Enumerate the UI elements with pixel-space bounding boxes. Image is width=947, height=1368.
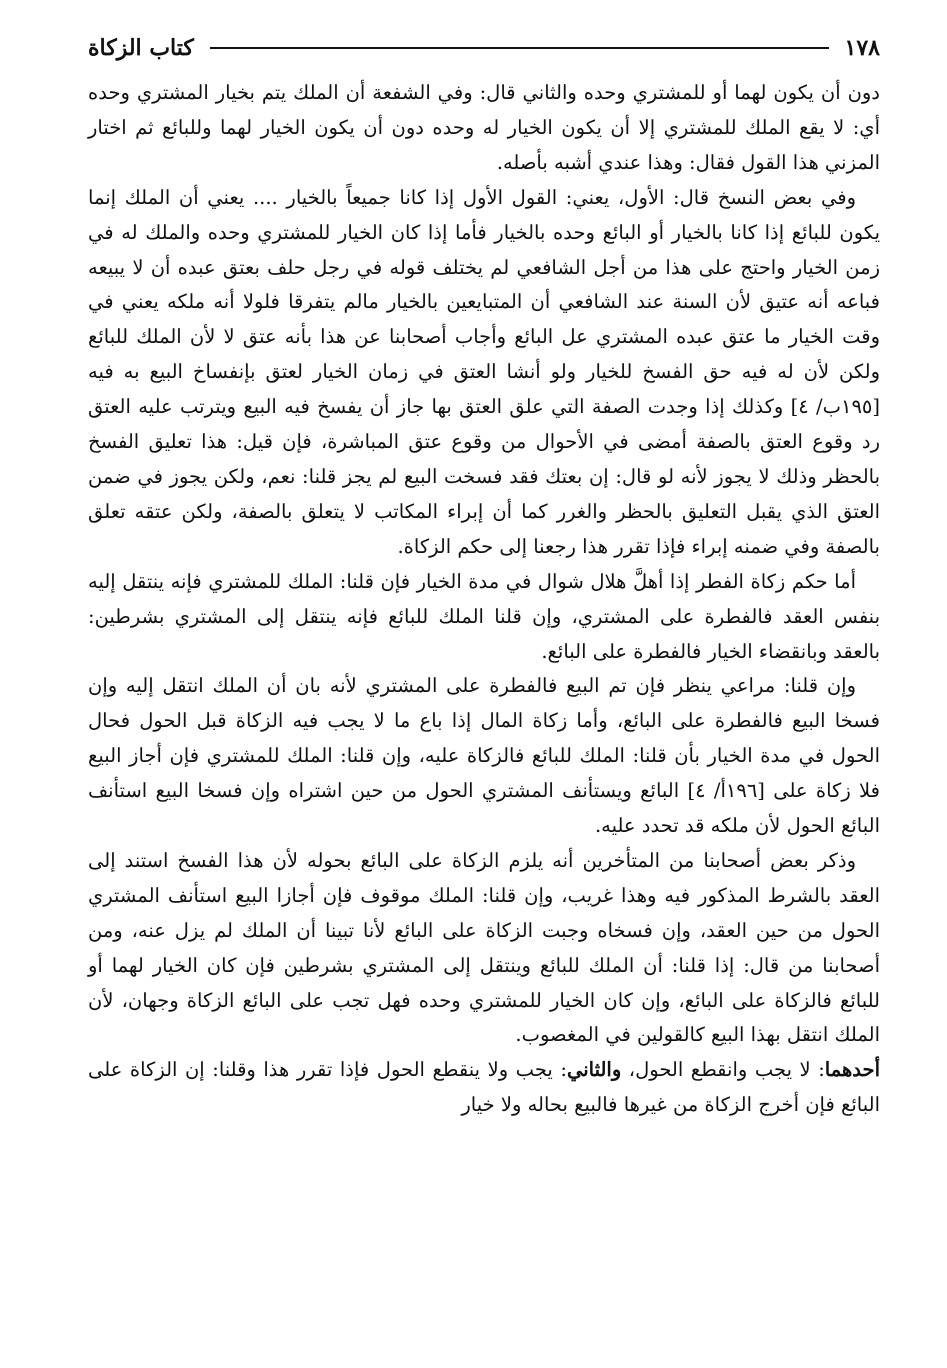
book-page [88, 28, 880, 1348]
body-text [88, 76, 880, 1123]
label-second-opinion: والثاني [566, 1058, 622, 1082]
paragraph: وإن قلنا: مراعي ينظر فإن تم البيع فالفطرة على المشتري لأنه بان أن الملك انتقل إليه وإن فسخا البيع فالفطرة على البائع، وأما زكاة المال إذا باع ما لا يجب فيه الزكاة قبل الحول فحال الحول في مدة الخيار بأن قلنا: الملك للبائع فالزكاة عليه، وإن قلنا: الملك للمشتري فإن أجاز البيع فلا زكاة على [١٩٦أ/ ٤] البائع ويستأنف المشتري الحول من حين اشتراه وإن فسخا البيع استأنف البائع الحول لأن ملكه قد تحدد عليه. [88, 674, 881, 838]
page-number: ١٧٨ [844, 35, 880, 61]
paragraph: وفي بعض النسخ قال: الأول، يعني: القول الأول إذا كانا جميعاً بالخيار .... يعني أن الملك إنما يكون للبائع إذا كانا بالخيار أو البائع وحده بالخيار فأما إذا كان الخيار للمشتري وحده والملك له في زمن الخيار واحتج على هذا من أجل الشافعي لم يختلف قوله في رجل حلف بعتق عبده أن لا يبيعه فباعه أنه عتيق لأن السنة عند الشافعي أن المتبايعين بالخيار مالم يتفرقا فلولا أنه ملكه يعني في وقت الخيار ما عتق عبده المشتري عل البائع وأجاب أصحابنا عن هذا بأنه عتق لا لأن الملك للبائع ولكن لأن له فيه حق الفسخ للخيار ولو أنشا العتق في زمان الخيار لعتق بإنفساخ البيع به فيه [١٩٥ب/ ٤] وكذلك إذا وجدت الصفة التي علق العتق بها جاز أن يفسخ فيه البيع ويترتب عليه العتق رد وقوع العتق بالصفة أمضى في الأحوال من وقوع عتق المباشرة، فإن قيل: هذا تعليق الفسخ بالحظر وذلك لا يجوز لأنه لو قال: إن بعتك فقد فسخت البيع لم يجز قلنا: نعم، ولكن يجوز في ضمن العتق الذي يقبل التعليق بالحظر والغرر كما أن إبراء المكاتب لا يتعلق بالصفة، ولكن عتقه تعلق بالصفة وفي ضمنه إبراء فإذا تقرر هذا رجعنا إلى حكم الزكاة. [88, 185, 880, 558]
paragraph-last [88, 1053, 880, 1123]
book-title: كتاب الزكاة [88, 35, 194, 61]
text-first-opinion: : لا يجب وانقطع الحول، [621, 1058, 825, 1082]
page-header [88, 28, 880, 68]
header-rule [210, 47, 829, 49]
paragraph: دون أن يكون لهما أو للمشتري وحده والثاني قال: وفي الشفعة أن الملك يتم بخيار المشتري وحده أي: لا يقع الملك للمشتري إلا أن يكون الخيار له وحده دون أن يكون الخيار لهما وللبائع ثم اختار المزني هذا القول فقال: وهذا عندي أشبه بأصله. [88, 81, 880, 174]
paragraph: أما حكم زكاة الفطر إذا أهلَّ هلال شوال في مدة الخيار فإن قلنا: الملك للمشتري فإنه ينتقل إليه بنفس العقد فالفطرة على المشتري، وإن قلنا الملك للبائع فإنه ينتقل إلى المشتري بشرطين: بالعقد وبانقضاء الخيار فالفطرة على البائع. [88, 569, 880, 663]
label-first-opinion: أحدهما [824, 1058, 881, 1082]
paragraph: وذكر بعض أصحابنا من المتأخرين أنه يلزم الزكاة على البائع بحوله لأن هذا الفسخ استند إلى العقد بالشرط المذكور فيه وهذا غريب، وإن قلنا: الملك موقوف فإن أجازا البيع استأنف المشتري الحول من حين العقد، وإن فسخاه وجبت الزكاة على البائع لأنا تبينا أن الملك لم يزل عنه، ومن أصحابنا من قال: إذا قلنا: أن الملك للبائع وينتقل إلى المشتري بشرطين فإن كان الخيار لهما أو للبائع فالزكاة على البائع، وإن كان الخيار للمشتري وحده فهل تجب على البائع الزكاة وجهان، لأن الملك انتقل بهذا البيع كالقولين في المغصوب. [88, 848, 880, 1047]
text-second-opinion: : يجب ولا ينقطع الحول فإذا تقرر هذا وقلنا: إن الزكاة على البائع فإن أخرج الزكاة من غيرها فالبيع بحاله ولا خيار [88, 1058, 880, 1117]
